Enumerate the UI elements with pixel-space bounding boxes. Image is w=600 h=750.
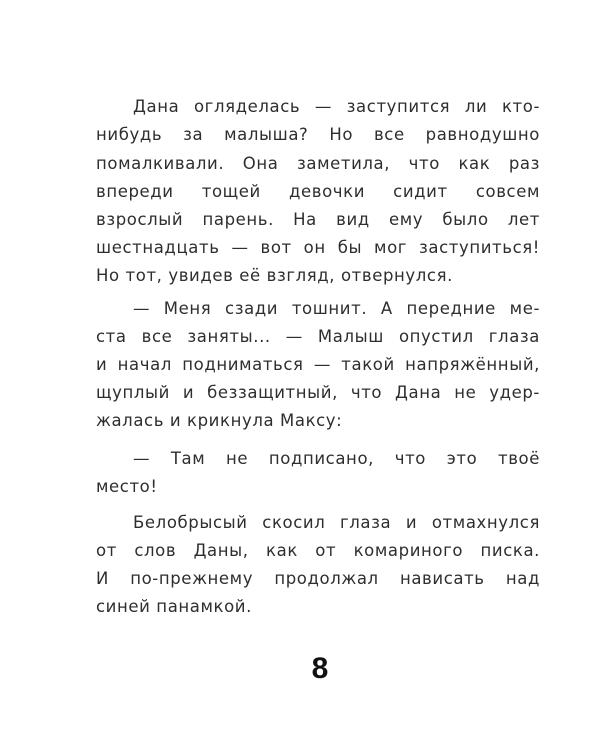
- text-line: И по-прежнему продолжал нависать над: [96, 569, 540, 588]
- text-line: Белобрысый скосил глаза и отмахнулся: [133, 513, 540, 532]
- text-line: место!: [96, 477, 158, 496]
- text-line: Но тот, увидев её взгляд, отвернулся.: [96, 266, 453, 285]
- text-line: нибудь за малыша? Но все равнодушно: [96, 125, 540, 144]
- text-line: впереди тощей девочки сидит совсем: [96, 182, 540, 201]
- text-line: жалась и крикнула Максу:: [96, 411, 343, 430]
- text-line: от слов Даны, как от комариного писка.: [96, 541, 540, 560]
- page-number: 8: [311, 652, 329, 685]
- text-line: синей панамкой.: [96, 597, 252, 616]
- text-line: и начал подниматься — такой напряжённый,: [96, 355, 540, 374]
- text-line: шестнадцать — вот он бы мог заступиться!: [96, 238, 540, 257]
- text-line: помалкивали. Она заметила, что как раз: [96, 154, 540, 173]
- text-line: взрослый парень. На вид ему было лет: [96, 210, 540, 229]
- text-line: — Меня сзади тошнит. А передние ме-: [133, 299, 540, 318]
- text-line: щуплый и беззащитный, что Дана не удер-: [96, 383, 540, 402]
- text-line: ста все заняты... — Малыш опустил глаза: [96, 327, 540, 346]
- text-line: — Там не подписано, что это твоё: [133, 449, 540, 468]
- text-line: Дана огляделась — заступится ли кто-: [133, 97, 540, 116]
